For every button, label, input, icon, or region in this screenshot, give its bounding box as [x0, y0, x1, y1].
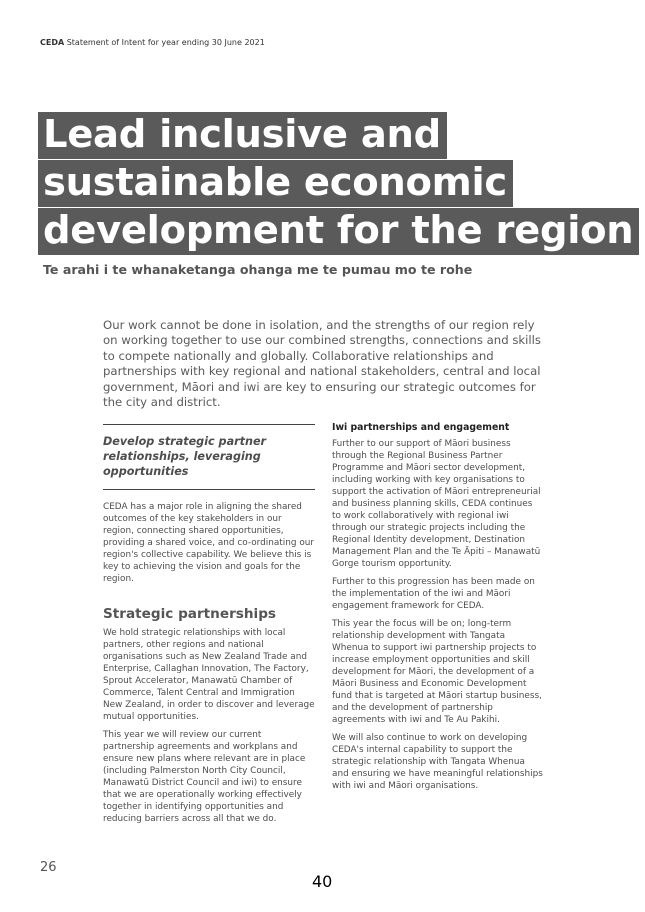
left-column — [103, 424, 315, 831]
right-column — [332, 422, 544, 798]
callout-bottom-rule — [103, 489, 315, 490]
header-org: CEDA — [40, 38, 65, 47]
section-heading-strategic-partnerships: Strategic partnerships — [103, 606, 277, 622]
left-paragraph-1: We hold strategic relationships with local partners, other regions and national organisations such as New Zealand Trade and Enterprise, Callaghan Innovation, The Factory, Sprout Accelerator, Manawatū Chamber of Commerce, Talent Central and Immigration New Zealand, in order to discover and leverage mutual opportunities. — [103, 628, 315, 722]
callout-paragraph: CEDA has a major role in aligning the shared outcomes of the key stakeholders in our region, connecting shared opportunities, providing a shared voice, and co-ordinating our region's collective capability. We believe this is key to achieving the vision and goals for the region. — [103, 502, 315, 584]
right-paragraph-2: Further to this progression has been made on the implementation of the iwi and Māori engagement framework for CEDA. — [332, 577, 535, 611]
right-paragraph-1: Further to our support of Māori business through the Regional Business Partner Programme and Māori sector development, including working with key organisations to support the activation of Māori entrepreneurial and business planning skills, CEDA continues to work collaboratively with regional iwi through our strategic projects including the Regional Identity development, Destination Management Plan and the Te Āpiti – Manawatū Gorge tourism opportunity. — [332, 439, 541, 569]
title-line-2: sustainable economic — [38, 160, 513, 207]
header-doc-title: Statement of Intent for year ending 30 June 2021 — [66, 38, 265, 47]
page-title — [38, 112, 634, 256]
intro-paragraph: Our work cannot be done in isolation, and the strengths of our region rely on working together to use our combined strengths, connections and skills to compete nationally and globally. Collaborative relationships and partnerships with key regional and national stakeholders, central and local government, Māori and iwi are key to ensuring our strategic outcomes for the city and district. — [103, 318, 542, 410]
sheet-number: 40 — [312, 872, 333, 891]
section-heading-iwi: Iwi partnerships and engagement — [332, 422, 510, 433]
page-subtitle: Te arahi i te whanaketanga ohanga me te pumau mo te rohe — [43, 262, 473, 277]
left-paragraph-2: This year we will review our current partnership agreements and workplans and ensure new plans where relevant are in place (including Palmerston North City Council, Manawatū District Council and iwi) to ensure that we are operationally working effectively together in identifying opportunities and reducing barriers across all that we do. — [103, 730, 306, 824]
title-line-1: Lead inclusive and — [38, 112, 447, 159]
right-paragraph-4: We will also continue to work on developing CEDA's internal capability to support the strategic relationship with Tangata Whenua and ensuring we have meaningful relationships with iwi and Māori organisations. — [332, 733, 543, 791]
callout-heading: Develop strategic partner relationships, leveraging opportunities — [103, 435, 267, 478]
callout-top-rule — [103, 424, 315, 425]
right-paragraph-3: This year the focus will be on; long-term relationship development with Tangata Whenua to support iwi partnership projects to increase employment opportunities and skill development for Māori, the development of a Māori Business and Economic Development fund that is targeted at Māori startup business, and the development of partnership agreements with iwi and Te Au Pakihi. — [332, 619, 542, 725]
title-line-3: development for the region — [38, 208, 639, 255]
page-number: 26 — [40, 860, 57, 875]
running-header — [40, 38, 265, 47]
